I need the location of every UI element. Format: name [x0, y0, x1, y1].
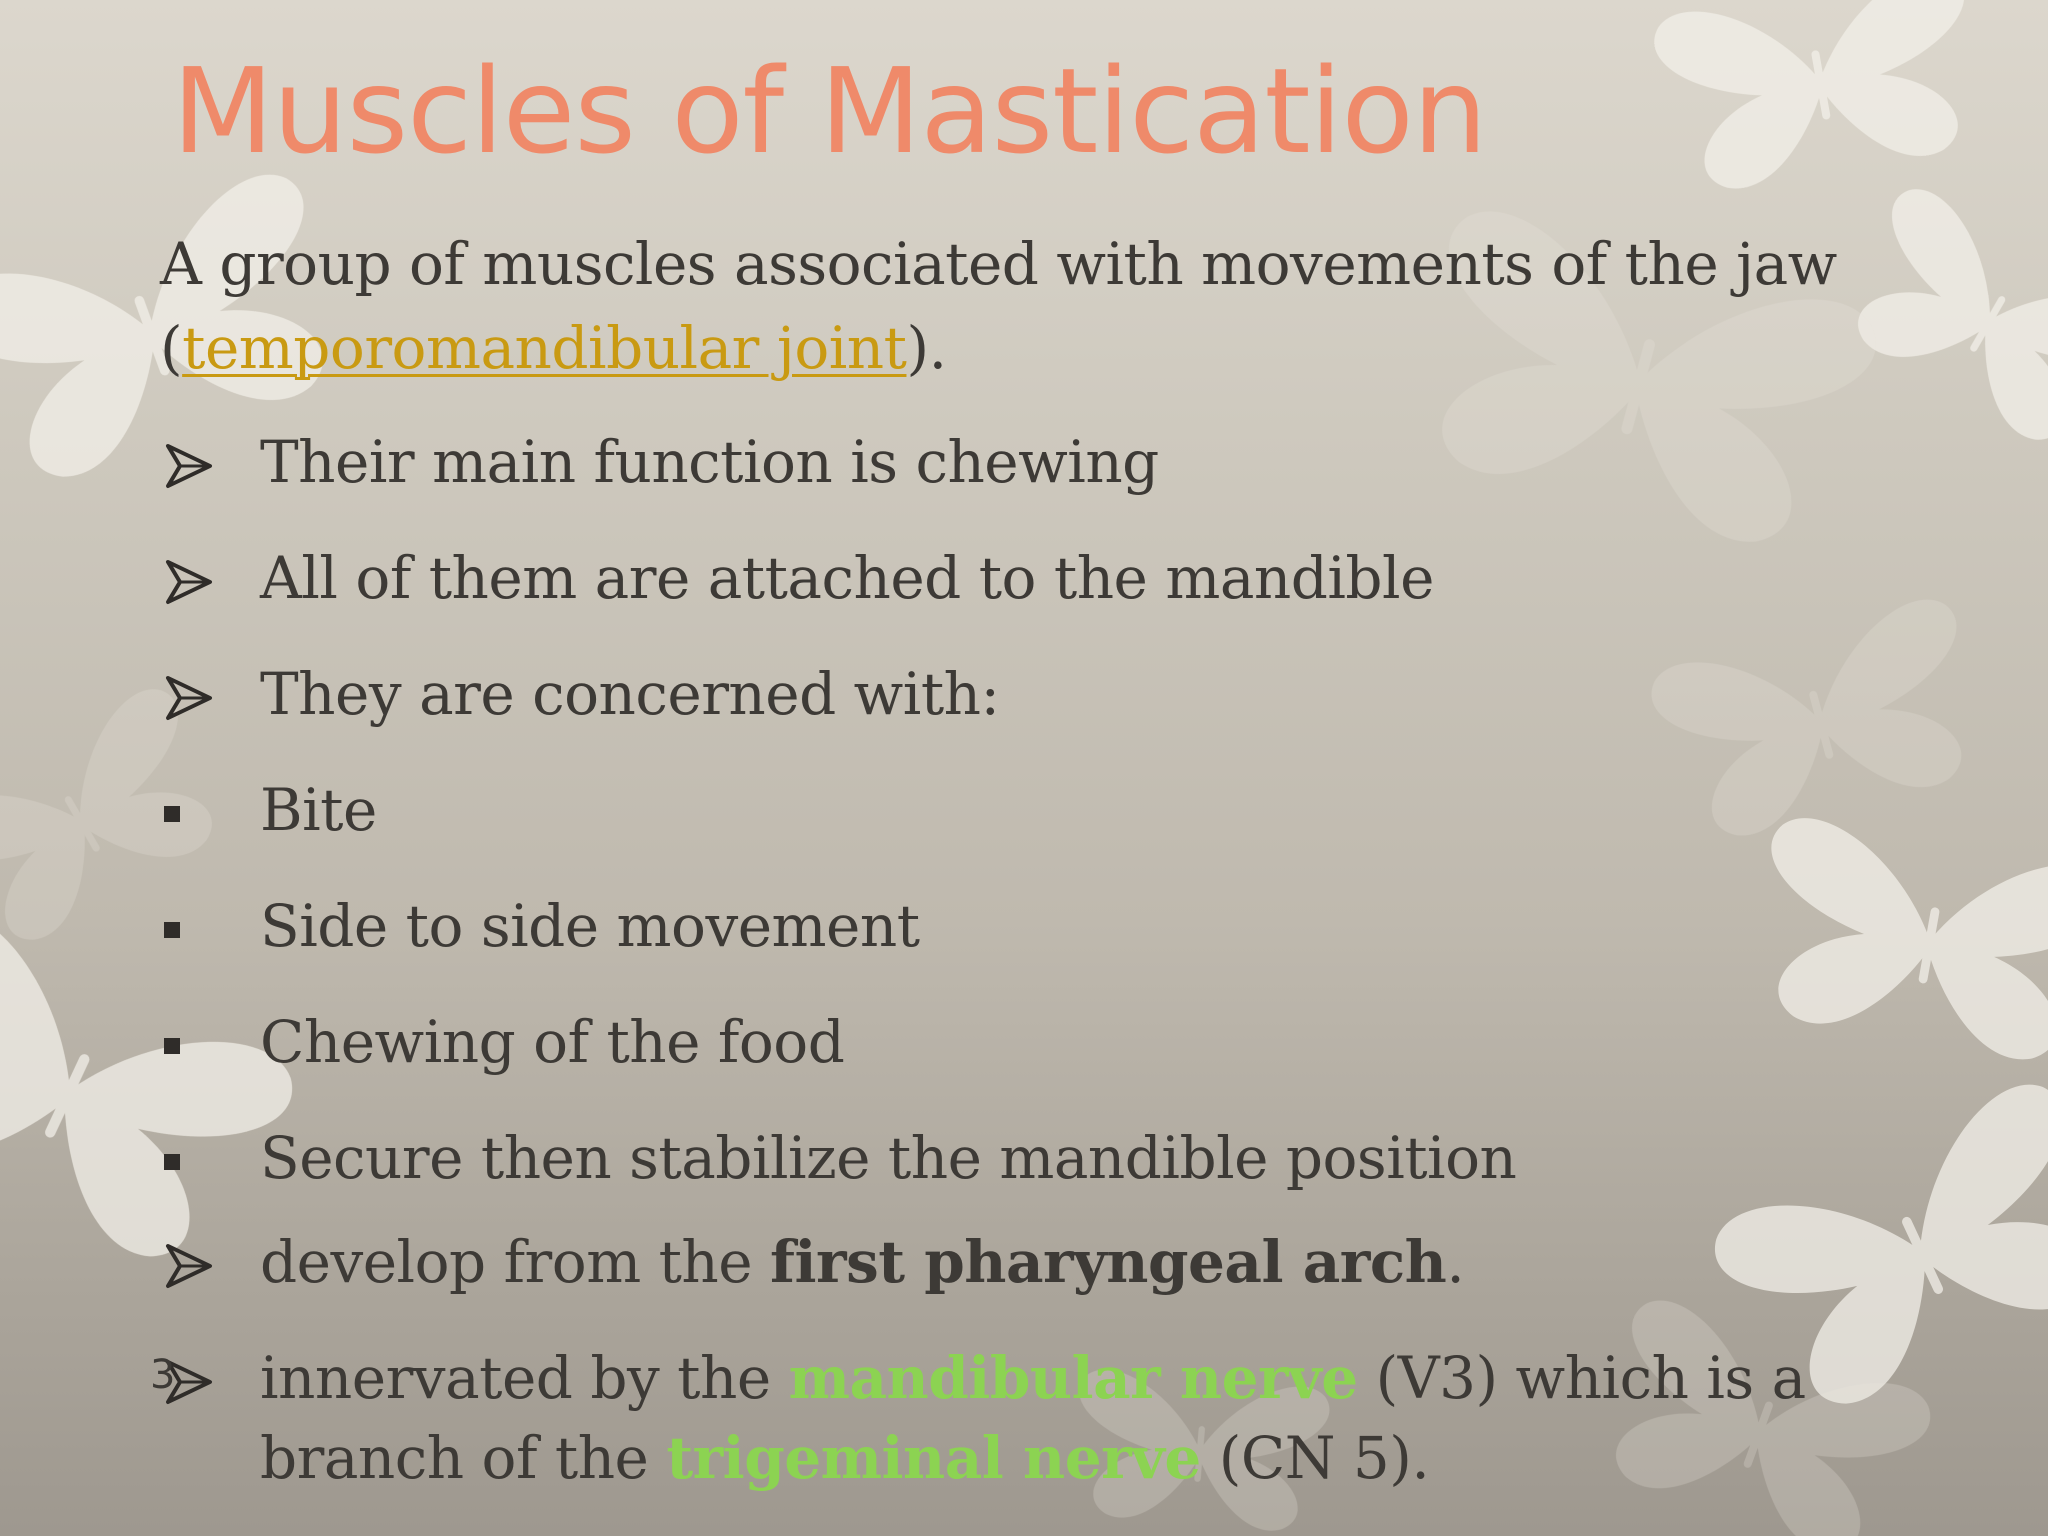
square-bullet-icon	[160, 1002, 220, 1082]
intro-text: A group of muscles associated with movements of the jaw (	[160, 230, 1837, 382]
branch-text-end: (CN 5).	[1200, 1424, 1430, 1492]
list-item-text: Side to side movement	[260, 892, 920, 960]
innervation-text: innervated by the	[260, 1344, 789, 1412]
square-bullet-icon	[160, 1118, 220, 1198]
square-bullet-icon	[160, 886, 220, 966]
square-bullet-icon	[160, 770, 220, 850]
develop-text-end: .	[1446, 1228, 1465, 1296]
arrow-bullet-icon	[160, 1222, 220, 1302]
trigeminal-nerve-highlight: trigeminal nerve	[666, 1424, 1201, 1492]
temporomandibular-joint-link[interactable]: temporomandibular joint	[182, 314, 907, 382]
mandibular-nerve-highlight: mandibular nerve	[788, 1344, 1358, 1412]
list-item-text: They are concerned with:	[260, 660, 1000, 728]
arrow-bullet-icon	[160, 538, 220, 618]
develop-text: develop from the	[260, 1228, 771, 1296]
branch-text: branch of the	[260, 1424, 667, 1492]
arrow-bullet-icon	[160, 422, 220, 502]
first-pharyngeal-arch: first pharyngeal arch	[770, 1228, 1447, 1296]
list-item-text: Their main function is chewing	[260, 428, 1159, 496]
innervation-text-cont: (V3) which is a	[1357, 1344, 1806, 1412]
intro-text-end: ).	[906, 314, 947, 382]
list-item-text: Secure then stabilize the mandible position	[260, 1124, 1517, 1192]
arrow-bullet-icon	[160, 654, 220, 734]
intro-paragraph	[160, 222, 1880, 390]
list-item-text: All of them are attached to the mandible	[260, 544, 1434, 612]
list-item-text: Bite	[260, 776, 377, 844]
list-item-text: Chewing of the food	[260, 1008, 845, 1076]
slide-number: 3	[150, 1352, 176, 1398]
slide-title: Muscles of Mastication	[172, 42, 1487, 180]
